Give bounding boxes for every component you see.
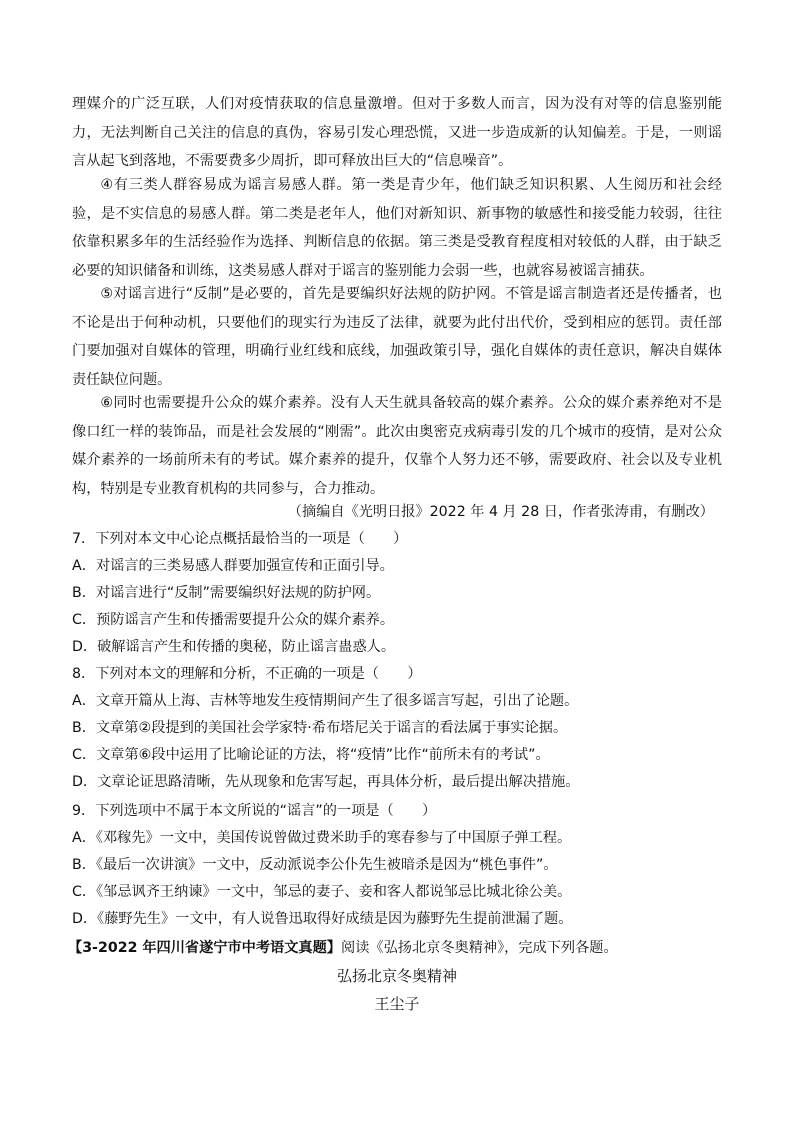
next-article-title: 弘扬北京冬奥精神 xyxy=(336,967,457,985)
question-7-stem: 7．下列对本文中心论点概括最恰当的一项是（ ） xyxy=(72,531,408,547)
article-paragraph-5: ⑤对谣言进行“反制”是必要的，首先是要编织好法规的防护网。不管是谣言制造者还是传播者，也不论是出于何种动机，只要他们的现实行为违反了法律，就要为此付出代价，受到相应的惩罚。责任部门要加强对自媒体的管理，明确行业红线和底线，加强政策引导，强化自媒体的责任意识，解决自媒体责任缺位问题。 xyxy=(72,286,722,388)
article-paragraph-4: ④有三类人群容易成为谣言易感人群。第一类是青少年，他们缺乏知识积累、人生阅历和社会经验，是不实信息的易感人群。第二类是老年人，他们对新知识、新事物的敏感性和接受能力较弱，往往依靠积累多年的生活经验作为选择、判断信息的依据。第三类是受教育程度相对较低的人群，由于缺乏必要的知识储备和训练，这类易感人群对于谣言的鉴别能力会弱一些，也就容易被谣言捕获。 xyxy=(72,177,722,279)
next-section-heading xyxy=(68,934,728,962)
question-9-option-a[interactable]: A．《邓稼先》一文中，美国传说曾做过费米助手的寒春参与了中国原子弹工程。 xyxy=(72,830,572,846)
article-paragraph-3-continued: 理媒介的广泛互联，人们对疫情获取的信息量激增。但对于多数人而言，因为没有对等的信息鉴别能力，无法判断自己关注的信息的真伪，容易引发心理恐慌，又进一步造成新的认知偏差。于是，一则谣言从起飞到落地，不需要费多少周折，即可释放出巨大的“信息噪音”。 xyxy=(72,96,722,170)
article-paragraph-6: ⑥同时也需要提升公众的媒介素养。没有人天生就具备较高的媒介素养。公众的媒介素养绝对不是像口红一样的装饰品，而是社会发展的“刚需”。此次由奥密克戎病毒引发的几个城市的疫情，是对公众媒介素养的一场前所未有的考试。媒介素养的提升，仅靠个人努力还不够，需要政府、社会以及专业机构，特别是专业教育机构的共同参与，合力推动。 xyxy=(72,395,722,497)
question-8-option-d[interactable]: D．文章论证思路清晰，先从现象和危害写起，再具体分析，最后提出解决措施。 xyxy=(72,774,580,790)
question-8-option-b[interactable]: B．文章第②段提到的美国社会学家特·希布塔尼关于谣言的看法属于事实论据。 xyxy=(72,720,568,736)
question-8-option-c[interactable]: C．文章第⑥段中运用了比喻论证的方法，将“疫情”比作“前所未有的考试”。 xyxy=(72,747,550,763)
next-article-author: 王尘子 xyxy=(374,995,420,1013)
next-section-tag: 【3-2022 年四川省遂宁市中考语文真题】 xyxy=(68,940,341,956)
article-source: （摘编自《光明日报》2022 年 4 月 28 日，作者张涛甫，有删改） xyxy=(287,504,714,520)
question-9-option-c[interactable]: C．《邹忌讽齐王纳谏》一文中，邹忌的妻子、妾和客人都说邹忌比城北徐公美。 xyxy=(72,884,572,900)
question-7-option-d[interactable]: D．破解谣言产生和传播的奥秘，防止谣言蛊惑人。 xyxy=(72,639,396,655)
question-9-stem: 9．下列选项中不属于本文所说的“谣言”的一项是（ ） xyxy=(72,803,437,819)
next-section-instruction: 阅读《弘扬北京冬奥精神》，完成下列各题。 xyxy=(341,940,618,956)
question-7-option-c[interactable]: C．预防谣言产生和传播需要提升公众的媒介素养。 xyxy=(72,612,395,628)
question-9-option-b[interactable]: B．《最后一次讲演》一文中，反动派说李公仆先生被暗杀是因为“桃色事件”。 xyxy=(72,857,558,873)
question-8-stem: 8．下列对本文的理解和分析，不正确的一项是（ ） xyxy=(72,666,422,682)
question-7-option-a[interactable]: A．对谣言的三类易感人群要加强宣传和正面引导。 xyxy=(72,558,394,574)
question-7-option-b[interactable]: B．对谣言进行“反制”需要编织好法规的防护网。 xyxy=(72,585,381,601)
question-8-option-a[interactable]: A．文章开篇从上海、吉林等地发生疫情期间产生了很多谣言写起，引出了论题。 xyxy=(72,693,579,709)
question-9-option-d[interactable]: D．《藤野先生》一文中，有人说鲁迅取得好成绩是因为藤野先生提前泄漏了题。 xyxy=(72,911,573,927)
